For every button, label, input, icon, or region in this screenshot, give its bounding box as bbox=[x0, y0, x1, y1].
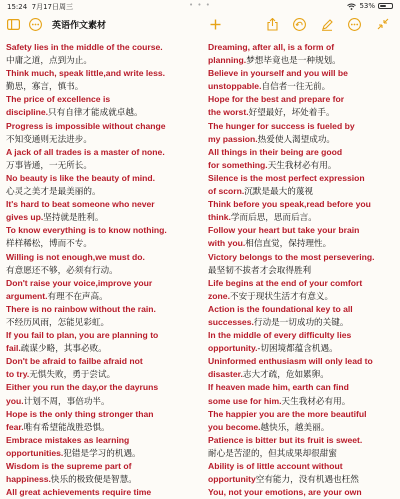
text-line bbox=[6, 67, 200, 80]
english-sentence: If you fail to plan, you are planning to bbox=[6, 330, 159, 341]
text-line bbox=[6, 211, 200, 224]
text-line bbox=[208, 395, 400, 408]
text-line bbox=[6, 159, 200, 172]
english-sentence: Don't be afraid to failbe afraid not bbox=[6, 356, 143, 367]
text-line bbox=[6, 54, 200, 67]
chinese-translation: 相信直觉，保持理性。 bbox=[245, 238, 332, 249]
text-line bbox=[208, 67, 400, 80]
text-line bbox=[208, 434, 400, 447]
english-sentence: the worst. bbox=[208, 107, 249, 118]
english-sentence: There is no rainbow without the rain. bbox=[6, 303, 156, 314]
text-line bbox=[208, 41, 400, 54]
text-line bbox=[208, 198, 400, 211]
english-sentence: The happier you are the more beautiful bbox=[208, 408, 367, 419]
english-sentence: you become. bbox=[208, 421, 261, 432]
english-sentence: Think much, speak little,and write less. bbox=[6, 68, 166, 79]
chinese-translation: 不知变通则无法进步。 bbox=[6, 133, 92, 144]
text-line bbox=[208, 159, 400, 172]
text-line bbox=[208, 277, 400, 290]
text-line bbox=[208, 486, 400, 499]
english-sentence: Hope for the best and prepare for bbox=[208, 94, 345, 105]
chinese-translation: 越快乐，越美丽。 bbox=[260, 421, 330, 432]
english-sentence: some use for him. bbox=[208, 395, 282, 406]
text-line bbox=[6, 316, 200, 329]
ellipsis-icon[interactable] bbox=[26, 15, 44, 33]
battery-icon bbox=[378, 3, 393, 9]
left-text-column[interactable] bbox=[6, 41, 200, 499]
chinese-translation: 耐心是苦涩的，但其成果却很甜蜜 bbox=[208, 447, 337, 458]
status-date-text: 7月17日周三 bbox=[31, 3, 74, 11]
english-sentence: Either you run the day,or the dayruns bbox=[6, 382, 159, 393]
text-line bbox=[208, 211, 400, 224]
text-line bbox=[208, 290, 400, 303]
text-line bbox=[6, 277, 200, 290]
english-sentence: Hope is the only thing stronger than bbox=[6, 408, 154, 419]
chinese-translation: 不经历风雨，怎能见彩虹。 bbox=[6, 316, 110, 327]
chinese-translation: 不安于现状生活才有意义。 bbox=[229, 290, 334, 301]
english-sentence: argument. bbox=[6, 290, 48, 301]
english-sentence: No beauty is like the beauty of mind. bbox=[6, 172, 155, 183]
english-sentence: Safety lies in the middle of the course. bbox=[6, 42, 163, 52]
battery-percent: 53% bbox=[359, 2, 375, 10]
text-line bbox=[208, 355, 400, 368]
english-sentence: It's hard to beat someone who never bbox=[6, 199, 155, 210]
text-line bbox=[208, 120, 400, 133]
chinese-translation: 热爱使人渴望成功。 bbox=[257, 133, 336, 144]
english-sentence: planning. bbox=[208, 55, 247, 66]
english-sentence: you. bbox=[6, 395, 24, 406]
text-line bbox=[6, 368, 200, 381]
chinese-translation: 自信者一往无前。 bbox=[261, 81, 331, 92]
text-line bbox=[208, 421, 400, 434]
text-line bbox=[6, 447, 200, 460]
status-time bbox=[7, 2, 73, 12]
text-line bbox=[208, 172, 400, 185]
text-line bbox=[6, 329, 200, 342]
chinese-translation: 犯错是学习的机遇。 bbox=[63, 447, 141, 458]
english-sentence: of scorn. bbox=[208, 186, 245, 197]
text-line bbox=[208, 264, 400, 277]
english-sentence: my passion. bbox=[208, 133, 258, 144]
chinese-translation: 中庸之道，点到为止。 bbox=[6, 55, 92, 66]
chinese-translation: 天生我材必有用。 bbox=[281, 395, 351, 406]
battery-fill bbox=[380, 5, 386, 7]
chinese-translation: 快乐的极致便是智慧。 bbox=[50, 474, 137, 485]
text-line bbox=[6, 198, 200, 211]
text-line bbox=[6, 80, 200, 93]
english-sentence: The price of excellence is bbox=[6, 94, 111, 105]
text-line bbox=[6, 421, 200, 434]
text-line bbox=[208, 342, 400, 355]
text-line bbox=[208, 185, 400, 198]
status-time-text: 15:24 bbox=[7, 3, 28, 11]
chinese-translation: 学而后思，思而后言。 bbox=[230, 212, 317, 223]
text-line bbox=[6, 408, 200, 421]
chinese-translation: 志大才疏，危如累卵。 bbox=[242, 369, 329, 380]
chinese-translation: 有理不在声高。 bbox=[47, 290, 108, 301]
chinese-translation: 有意愿还不够，必须有行动。 bbox=[6, 264, 118, 275]
english-sentence: happiness. bbox=[6, 474, 51, 485]
text-line bbox=[208, 54, 400, 67]
chinese-translation: 万事皆通，一无所长。 bbox=[6, 159, 92, 170]
text-line bbox=[6, 106, 200, 119]
text-line bbox=[208, 381, 400, 394]
more-icon[interactable] bbox=[345, 15, 363, 33]
chinese-translation: 坚持就是胜利。 bbox=[43, 212, 104, 223]
english-sentence: with you. bbox=[208, 238, 246, 249]
multitasking-dots[interactable]: • • • bbox=[189, 1, 211, 9]
text-line bbox=[208, 237, 400, 250]
english-sentence: Silence is the most perfect expression bbox=[208, 172, 365, 183]
chinese-translation: 只有自律才能成就卓越。 bbox=[48, 107, 143, 118]
english-sentence: Action is the foundational key to all bbox=[208, 303, 353, 314]
english-sentence: discipline. bbox=[6, 107, 49, 118]
english-sentence: All great achievements require time bbox=[6, 487, 152, 498]
text-line bbox=[6, 251, 200, 264]
text-line bbox=[6, 172, 200, 185]
sidebar-icon[interactable] bbox=[4, 15, 22, 33]
chinese-translation: -切困境都蕴含机遇。 bbox=[257, 343, 338, 354]
text-line bbox=[6, 434, 200, 447]
english-sentence: Uninformed enthusiasm will only lead to bbox=[208, 356, 373, 367]
text-line bbox=[6, 355, 200, 368]
text-line bbox=[208, 133, 400, 146]
share-icon[interactable] bbox=[263, 15, 281, 33]
english-sentence: Follow your heart but take your brain bbox=[208, 225, 360, 236]
text-line bbox=[6, 185, 200, 198]
pen-icon[interactable] bbox=[318, 15, 336, 33]
english-sentence: fail. bbox=[6, 343, 21, 354]
english-sentence: think. bbox=[208, 212, 231, 223]
english-sentence: Ability is of little account without bbox=[208, 461, 343, 471]
english-sentence: successes. bbox=[208, 316, 254, 327]
text-line bbox=[6, 93, 200, 106]
text-line bbox=[6, 342, 200, 355]
chinese-translation: 好望最好，坏处着手。 bbox=[248, 107, 335, 118]
chinese-translation: 行动是一切成功的关键。 bbox=[253, 316, 349, 327]
text-line bbox=[208, 106, 400, 119]
text-line bbox=[208, 251, 400, 264]
text-line bbox=[6, 381, 200, 394]
chinese-translation: 勤思，寡言，慎书。 bbox=[6, 81, 84, 92]
undo-icon[interactable] bbox=[290, 15, 308, 33]
text-line bbox=[208, 460, 400, 473]
text-line bbox=[208, 447, 400, 460]
english-sentence: The hunger for success is fueled by bbox=[208, 120, 355, 131]
toolbar bbox=[0, 13, 400, 35]
english-sentence: Wisdom is the supreme part of bbox=[6, 461, 132, 471]
english-sentence: Dreaming, after all, is a form of bbox=[208, 42, 335, 52]
text-line bbox=[6, 41, 200, 54]
english-sentence: zone. bbox=[208, 290, 230, 301]
english-sentence: opportunities. bbox=[6, 447, 64, 458]
text-line bbox=[208, 80, 400, 93]
english-sentence: Victory belongs to the most persevering. bbox=[208, 251, 375, 262]
english-sentence: Life begins at the end of your comfort bbox=[208, 277, 363, 288]
english-sentence: All things in their being are good bbox=[208, 146, 343, 157]
text-line bbox=[6, 395, 200, 408]
note-title: 英语作文素材 bbox=[52, 21, 107, 31]
english-sentence: to try. bbox=[6, 369, 30, 380]
chinese-translation: 无惧失败，勇于尝试。 bbox=[29, 369, 116, 380]
text-line bbox=[6, 224, 200, 237]
text-line bbox=[6, 133, 200, 146]
wifi-icon bbox=[347, 3, 356, 10]
chinese-translation: 唯有希望能战胜恐惧。 bbox=[23, 421, 110, 432]
text-line bbox=[6, 486, 200, 499]
english-sentence: A jack of all trades is a master of none. bbox=[6, 146, 165, 157]
english-sentence: unstoppable. bbox=[208, 81, 262, 92]
chinese-translation: 计划不周，事倍功半。 bbox=[23, 395, 110, 406]
chinese-translation: 最坚韧不拔者才会取得胜利 bbox=[208, 264, 312, 275]
english-sentence: fear. bbox=[6, 421, 24, 432]
text-line bbox=[208, 316, 400, 329]
chinese-translation: 空有能力，没有机遇也枉然 bbox=[255, 474, 359, 485]
english-sentence: Patience is bitter but its fruit is sweet. bbox=[208, 434, 363, 445]
chinese-translation: 沉默是最大的蔑视 bbox=[244, 186, 314, 197]
chinese-translation: 天生我材必有用。 bbox=[267, 159, 337, 170]
english-sentence: Embrace mistakes as learning bbox=[6, 434, 130, 445]
chinese-translation: 样样稀松，博而不专。 bbox=[6, 238, 92, 249]
chinese-translation: 梦想毕竟也是一种规划。 bbox=[246, 55, 341, 66]
english-sentence: In the middle of every difficulty lies bbox=[208, 330, 352, 341]
chinese-translation: 疏谋少略，其事必败。 bbox=[20, 343, 107, 354]
text-line bbox=[208, 408, 400, 421]
english-sentence: Think before you speak,read before you bbox=[208, 199, 371, 210]
english-sentence: disaster. bbox=[208, 369, 243, 380]
text-line bbox=[6, 264, 200, 277]
text-line bbox=[208, 329, 400, 342]
english-sentence: Don't raise your voice,improve your bbox=[6, 277, 153, 288]
right-text-column[interactable] bbox=[208, 41, 400, 499]
plus-icon[interactable] bbox=[206, 15, 224, 33]
text-line bbox=[208, 303, 400, 316]
english-sentence: Believe in yourself and you will be bbox=[208, 68, 348, 79]
english-sentence: Progress is impossible without change bbox=[6, 120, 166, 131]
english-sentence: To know everything is to know nothing. bbox=[6, 225, 167, 236]
text-line bbox=[6, 303, 200, 316]
english-sentence: gives up. bbox=[6, 212, 44, 223]
text-line bbox=[6, 146, 200, 159]
text-line bbox=[6, 237, 200, 250]
text-line bbox=[208, 368, 400, 381]
english-sentence: If heaven made him, earth can find bbox=[208, 382, 349, 393]
english-sentence: for something. bbox=[208, 159, 268, 170]
text-line bbox=[208, 224, 400, 237]
english-sentence: opportunity bbox=[208, 474, 256, 485]
text-line bbox=[6, 460, 200, 473]
text-line bbox=[6, 120, 200, 133]
text-line bbox=[208, 93, 400, 106]
text-line bbox=[6, 290, 200, 303]
status-bar bbox=[0, 0, 400, 13]
english-sentence: opportunity. bbox=[208, 343, 258, 354]
collapse-icon[interactable] bbox=[374, 15, 392, 33]
chinese-translation: 心灵之美才是最美丽的。 bbox=[6, 186, 101, 197]
status-right bbox=[347, 2, 393, 10]
english-sentence: Willing is not enough,we must do. bbox=[6, 251, 145, 262]
english-sentence: You, not your emotions, are your own bbox=[208, 487, 362, 498]
text-line bbox=[208, 146, 400, 159]
